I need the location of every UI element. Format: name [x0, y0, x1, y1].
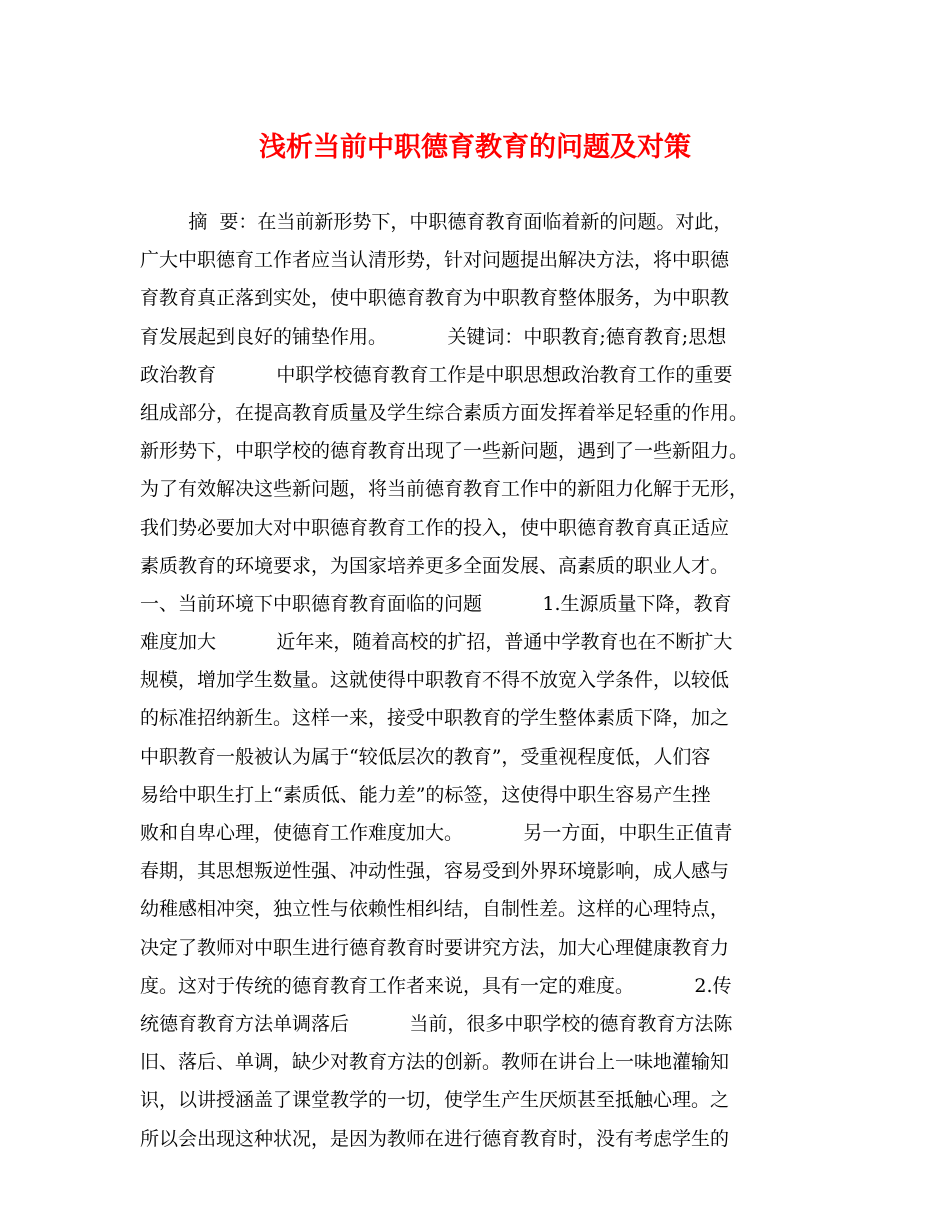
- body-line: 广大中职德育工作者应当认清形势，针对问题提出解决方法，将中职德: [140, 249, 730, 272]
- document-body: [140, 203, 820, 1158]
- body-line: 育教育真正落到实处，使中职德育教育为中职教育整体服务，为中职教: [140, 287, 730, 310]
- body-line: 幼稚感相冲突，独立性与依赖性相纠结，自制性差。这样的心理特点，: [140, 898, 730, 921]
- body-line: 春期，其思想叛逆性强、冲动性强，容易受到外界环境影响，成人感与: [140, 860, 730, 883]
- document-title: 浅析当前中职德育教育的问题及对策: [259, 132, 691, 163]
- body-line: 统德育教育方法单调落后 当前，很多中职学校的德育教育方法陈: [140, 1012, 733, 1035]
- body-line: 度。这对于传统的德育教育工作者来说，具有一定的难度。 2.传: [140, 974, 732, 997]
- body-line: 摘 要：在当前新形势下，中职德育教育面临着新的问题。对此，: [140, 211, 733, 233]
- body-line: 育发展起到良好的铺垫作用。 关键词：中职教育;德育教育;思想: [140, 325, 727, 348]
- body-line: 政治教育 中职学校德育教育工作是中职思想政治教育工作的重要: [140, 363, 733, 386]
- body-line: 所以会出现这种状况，是因为教师在进行德育教育时，没有考虑学生的: [140, 1127, 730, 1150]
- body-line: 易给中职生打上“素质低、能力差”的标签，这使得中职生容易产生挫: [140, 783, 711, 806]
- body-line: 的标准招纳新生。这样一来，接受中职教育的学生整体素质下降，加之: [140, 707, 730, 730]
- body-line: 难度加大 近年来，随着高校的扩招，普通中学教育也在不断扩大: [140, 631, 733, 654]
- body-line: 识，以讲授涵盖了课堂教学的一切，使学生产生厌烦甚至抵触心理。之: [140, 1089, 730, 1112]
- body-line: 素质教育的环境要求，为国家培养更多全面发展、高素质的职业人才。: [140, 554, 730, 577]
- body-line: 旧、落后、单调，缺少对教育方法的创新。教师在讲台上一味地灌输知: [140, 1051, 730, 1074]
- body-line: 组成部分，在提高教育质量及学生综合素质方面发挥着举足轻重的作用。: [140, 401, 749, 424]
- body-line: 一、当前环境下中职德育教育面临的问题 1.生源质量下降，教育: [140, 592, 732, 615]
- body-line: 败和自卑心理，使德育工作难度加大。 另一方面，中职生正值青: [140, 822, 733, 844]
- body-line: 决定了教师对中职生进行德育教育时要讲究方法，加大心理健康教育力: [140, 936, 730, 959]
- body-line: 规模，增加学生数量。这就使得中职教育不得不放宽入学条件，以较低: [140, 669, 730, 692]
- body-line: 我们势必要加大对中职德育教育工作的投入，使中职德育教育真正适应: [140, 516, 730, 539]
- body-line: 新形势下，中职学校的德育教育出现了一些新问题，遇到了一些新阻力。: [140, 440, 749, 463]
- body-line: 中职教育一般被认为属于“较低层次的教育”，受重视程度低，人们容: [140, 745, 711, 768]
- body-line: 为了有效解决这些新问题，将当前德育教育工作中的新阻力化解于无形，: [140, 478, 749, 501]
